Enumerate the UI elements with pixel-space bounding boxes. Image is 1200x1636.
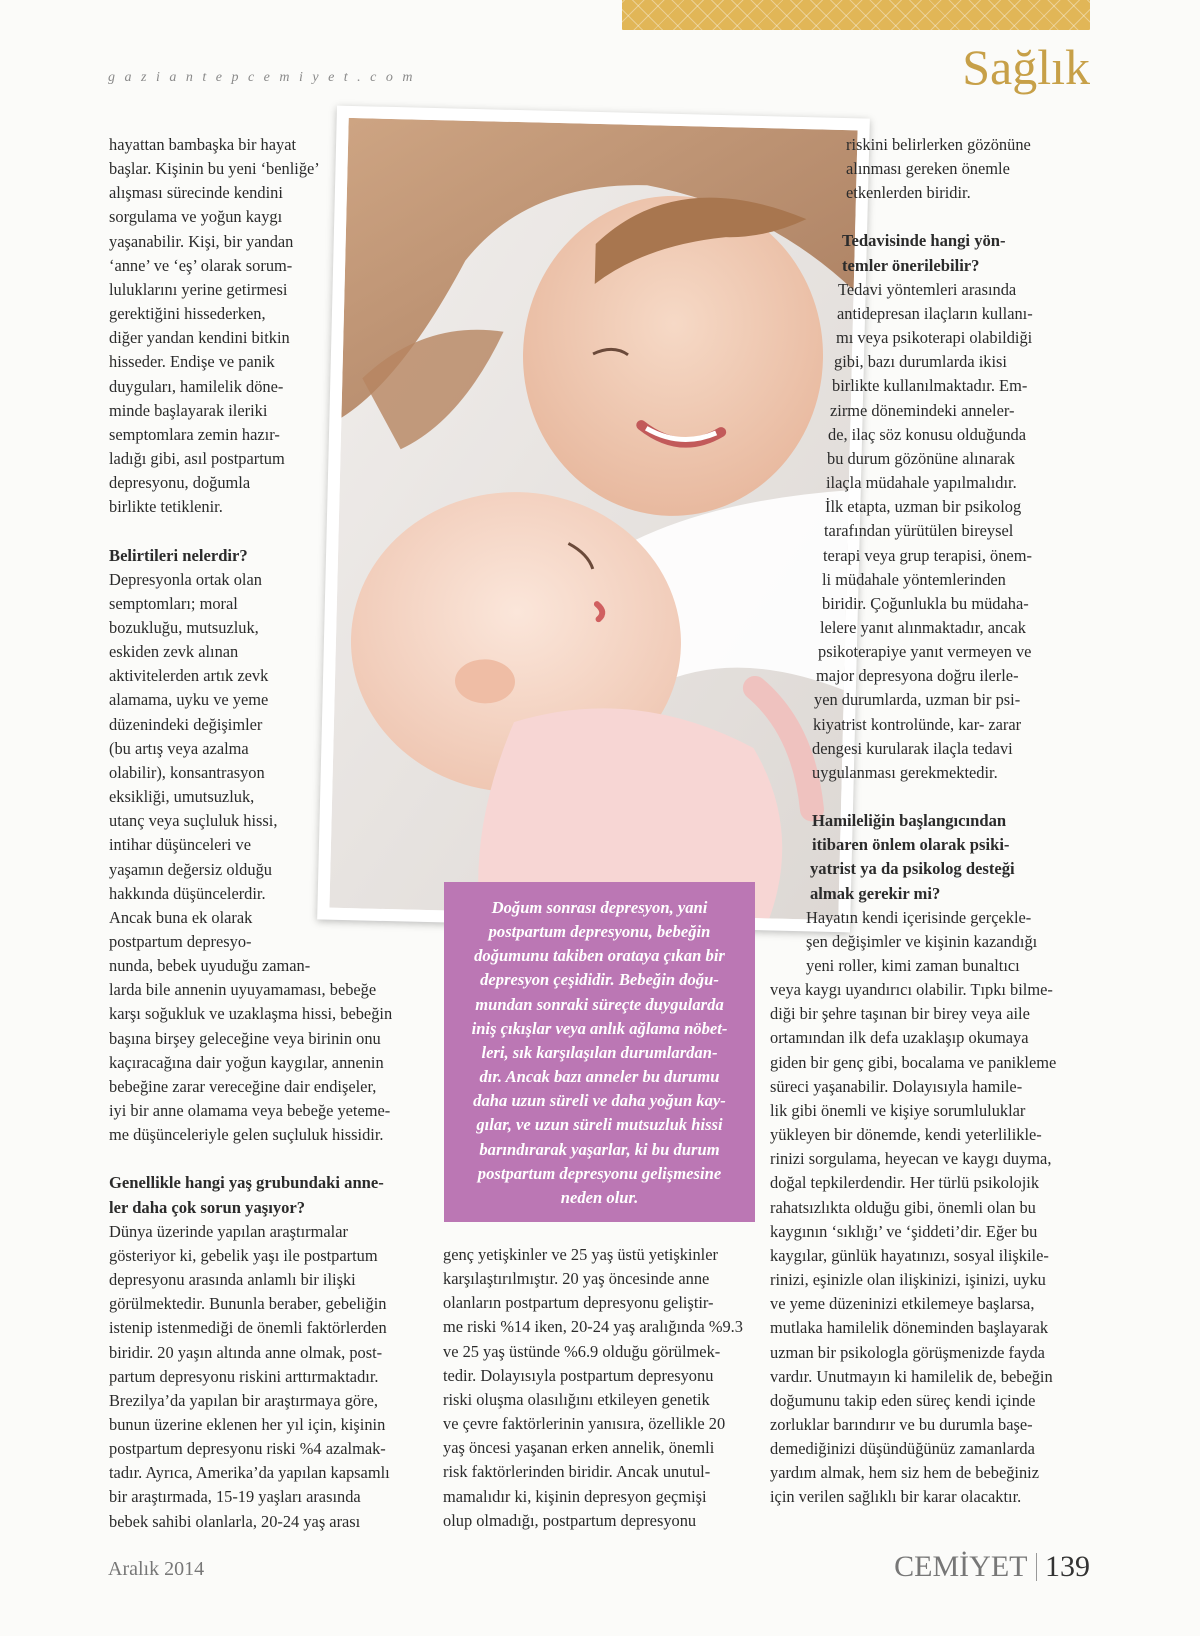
text-line: intihar düşünceleri ve (109, 835, 252, 855)
text-line: bir araştırmada, 15-19 yaşları arasında (109, 1487, 361, 1507)
text-line: olabilir), konsantrasyon (109, 762, 265, 782)
text-line: olup olmadığı, postpartum depresyonu (443, 1510, 697, 1530)
text-line: şen değişimler ve kişinin kazandığı (806, 931, 1038, 951)
heading-support (770, 809, 1092, 906)
text-line: doğumunu takiben orataya çıkan bir (474, 946, 725, 966)
text-line: depresyon çeşididir. Bebeğin doğu- (480, 970, 719, 990)
text-line: major depresyona doğru ilerle- (816, 666, 1019, 686)
text-line: doğal tepkilerdendir. Her türlü psikolojik (770, 1173, 1040, 1193)
text-line: biridir. Çoğunlukla bu müdaha- (822, 593, 1029, 613)
text-line: başına birşey geleceğine veya birinin onu (109, 1028, 381, 1048)
text-line: Tedavi yöntemleri arasında (838, 279, 1017, 299)
text-line: yaşanabilir. Kişi, bir yandan (109, 231, 294, 251)
text-line: birlikte kullanılmaktadır. Em- (832, 376, 1028, 396)
text-line: etkenlerden biridir. (846, 183, 971, 203)
text-line: İlk etapta, uzman bir psikolog (825, 497, 1022, 517)
text-line: karşı soğukluk ve uzaklaşma hissi, bebeğin (109, 1004, 393, 1024)
text-line: Doğum sonrası depresyon, yani (491, 898, 708, 917)
page-number: 139 (1045, 1550, 1090, 1583)
text-line: Hayatın kendi içerisinde gerçekle- (806, 907, 1032, 927)
text-line: postpartum depresyonu, bebeğin (488, 922, 711, 942)
text-line: gösteriyor ki, gebelik yaşı ile postpartum (109, 1245, 378, 1265)
text-line: ‘anne’ ve ‘eş’ olarak sorum- (109, 255, 293, 275)
text-line: risk faktörlerinden biridir. Ancak unutul- (443, 1462, 711, 1482)
text-line: yaşamın değersiz olduğu (109, 859, 272, 879)
text-line: yardım almak, hem siz hem de bebeğiniz (770, 1463, 1039, 1483)
section-title: Sağlık (962, 39, 1090, 95)
heading-symptoms: Belirtileri nelerdir? (109, 545, 248, 565)
text-line: bunun üzerine eklenen her yıl için, kişinin (109, 1414, 386, 1434)
text-line: rinizi sorgulama, heyecan ve kaygı duyma, (770, 1149, 1052, 1169)
text-line: vardır. Unutmayın ki hamilelik de, bebeğin (770, 1366, 1053, 1386)
text-line: me düşünceleriyle gelen suçluluk hissidir. (109, 1125, 384, 1145)
text-line: ler daha çok sorun yaşıyor? (109, 1197, 306, 1217)
website-url: gaziantepcemiyet.com (108, 70, 423, 85)
text-line: eskiden zevk alınan (109, 642, 239, 662)
footer-divider (1036, 1553, 1038, 1581)
text-line: larda bile annenin uyuyamaması, bebeğe (109, 980, 377, 1000)
text-line: rahatsızlıkta olduğu gibi, önemli olan bu (770, 1197, 1036, 1217)
text-line: kaçıracağına dair yoğun kaygılar, annenin (109, 1052, 384, 1072)
text-line: postpartum depresyonu gelişmesine (477, 1163, 722, 1183)
text-line: zorluklar barındırır ve bu durumla başe- (770, 1414, 1033, 1434)
text-line: yükleyen bir dönemde, kendi yeterlilikle- (770, 1125, 1042, 1145)
text-line: karşılaştırılmıştır. 20 yaş öncesinde anne (443, 1269, 710, 1289)
text-line: diğer yandan kendini bitkin (109, 328, 290, 348)
text-line: görülmektedir. Bununla beraber, gebeliğin (109, 1294, 387, 1314)
text-line: rinizi, eşinizle olan ilişkinizi, işinizi, uyku (770, 1270, 1046, 1290)
text-line: ve 25 yaş üstünde %6.9 olduğu görülmek- (443, 1341, 721, 1361)
magazine-name: CEMİYET (894, 1550, 1028, 1583)
text-line: doğumunu takip eden süreç kendi içinde (770, 1390, 1036, 1410)
heading-age-group (109, 1171, 419, 1219)
text-line: tarafından yürütülen bireysel (824, 521, 1014, 541)
decorative-banner (622, 0, 1090, 30)
text-line: postpartum depresyonu riski %4 azalmak- (109, 1439, 386, 1459)
text-line: ve yeme düzeninizi etkilemeye başlarsa, (770, 1294, 1035, 1314)
support-paragraph (770, 906, 1092, 1510)
text-line: psikoterapiye yanıt vermeyen ve (818, 642, 1032, 662)
text-line: luluklarını yerine getirmesi (109, 279, 288, 299)
text-line: barındırarak yaşarlar, ki bu durum (479, 1139, 720, 1159)
age-paragraph (109, 1220, 419, 1534)
text-line: temler önerilebilir? (842, 255, 980, 275)
page-footer (894, 1550, 1090, 1584)
text-line: sorgulama ve yoğun kaygı (109, 207, 283, 227)
text-line: Ancak buna ek olarak (109, 907, 253, 927)
text-line: semptomlara zemin hazır- (109, 424, 280, 444)
column-3 (770, 133, 1092, 1510)
text-line: Tedavisinde hangi yön- (842, 231, 1006, 251)
text-line: kiyatrist kontrolünde, kar- zarar (813, 714, 1022, 734)
text-line: alışması sürecinde kendini (109, 183, 283, 203)
pull-quote (444, 882, 755, 1222)
text-line: demediğinizi düşündüğünüz zamanlarda (770, 1439, 1035, 1459)
treatment-paragraph (770, 278, 1092, 785)
text-line: aktivitelerden artık zevk (109, 666, 269, 686)
text-line: diği bir şehre taşınan bir birey veya aile (770, 1004, 1030, 1024)
text-line: için verilen sağlıklı bir karar olacaktır. (770, 1487, 1022, 1507)
text-line: gılar, ve uzun süreli mutsuzluk hissi (476, 1115, 723, 1135)
text-line: partum depresyonu riskini arttırmaktadır. (109, 1366, 379, 1386)
text-line: mundan sonraki süreçte duygularda (475, 994, 724, 1014)
text-line: Dünya üzerinde yapılan araştırmalar (109, 1221, 348, 1241)
text-line: dengesi kurularak ilaçla tedavi (812, 738, 1013, 758)
text-line: antidepresan ilaçların kullanı- (837, 303, 1033, 323)
text-line: bu durum gözönüne alınarak (827, 448, 1015, 468)
text-line: leri, sık karşılaşılan durumlardan- (481, 1042, 718, 1062)
text-line: itibaren önlem olarak psiki- (812, 835, 1010, 855)
text-line: zirme dönemindeki anneler- (830, 400, 1015, 420)
text-line: nunda, bebek uyuduğu zaman- (109, 956, 311, 976)
text-line: mamalıdır ki, kişinin depresyon geçmişi (443, 1486, 707, 1506)
text-line: lik gibi önemli ve kişiye sorumluluklar (770, 1100, 1026, 1120)
text-line: uygulanması gerekmektedir. (812, 762, 998, 782)
issue-date: Aralık 2014 (108, 1558, 205, 1580)
text-line: alamama, uyku ve yeme (109, 690, 269, 710)
text-line: başlar. Kişinin bu yeni ‘benliğe’ (109, 159, 320, 179)
text-line: me riski %14 iken, 20-24 yaş aralığında %9.3 (443, 1317, 743, 1337)
text-line: yatrist ya da psikolog desteği (810, 859, 1015, 879)
text-line: Brezilya’da yapılan bir araştırmaya göre, (109, 1390, 378, 1410)
text-line: gerektiğini hissederken, (109, 304, 266, 324)
text-line: ladığı gibi, asıl postpartum (109, 449, 285, 469)
text-line: ve çevre faktörlerinin yanısıra, özellikle 20 (443, 1414, 726, 1434)
text-line: süreci yaşanabilir. Dolayısıyla hamile- (770, 1076, 1023, 1096)
text-line: almak gerekir mi? (810, 883, 941, 903)
text-line: mutlaka hamilelik döneminden başlayarak (770, 1318, 1049, 1338)
text-line: yeni roller, kimi zaman bunaltıcı (806, 956, 1020, 975)
text-line: biridir. 20 yaşın altında anne olmak, post- (109, 1342, 383, 1362)
text-line: kaygının ‘sıklığı’ ve ‘şiddeti’dir. Eğer bu (770, 1221, 1038, 1241)
heading-treatment (770, 229, 1092, 277)
text-line: bebeğine zarar vereceğine dair endişeler, (109, 1076, 377, 1096)
text-line: semptomları; moral (109, 593, 238, 613)
text-line: riskini belirlerken gözönüne (846, 135, 1031, 154)
text-line: düzenindeki değişimler (109, 714, 263, 734)
text-line: depresyonu, doğumla (109, 473, 251, 493)
text-line: tadır. Ayrıca, Amerika’da yapılan kapsamlı (109, 1463, 390, 1483)
text-line: daha uzun süreli ve daha yoğun kay- (473, 1091, 726, 1111)
text-line: bebek sahibi olanlarla, 20-24 yaş arası (109, 1511, 361, 1531)
text-line: eksikliği, umutsuzluk, (109, 787, 255, 807)
text-line: terapi veya grup terapisi, önem- (823, 545, 1032, 565)
text-line: hakkında düşüncelerdir. (109, 883, 266, 903)
text-line: bozukluğu, mutsuzluk, (109, 617, 259, 637)
text-line: alınması gereken önemle (846, 159, 1010, 179)
text-line: minde başlayarak ileriki (109, 400, 268, 420)
text-line: de, ilaç söz konusu olduğunda (828, 424, 1027, 444)
text-line: hayattan bambaşka bir hayat (109, 135, 297, 154)
text-line: istenip istenmediği de önemli faktörlerden (109, 1318, 387, 1338)
text-line: kaygılar, günlük hayatınızı, sosyal ilişkile- (770, 1245, 1049, 1265)
text-line: birlikte tetiklenir. (109, 497, 223, 517)
text-line: olanların postpartum depresyonu geliştir- (443, 1293, 714, 1313)
text-line: gibi, bazı durumlarda ikisi (834, 352, 1007, 372)
text-line: genç yetişkinler ve 25 yaş üstü yetişkinler (443, 1245, 718, 1264)
text-line: lelere yanıt alınmaktadır, ancak (820, 617, 1026, 637)
text-line: duyguları, hamilelik döne- (109, 376, 284, 396)
text-line: utanç veya suçluluk hissi, (109, 811, 278, 831)
text-line: ilaçla müdahale yapılmalıdır. (826, 473, 1017, 493)
text-line: postpartum depresyo- (109, 932, 252, 951)
text-line: depresyonu arasında anlamlı bir ilişki (109, 1270, 356, 1290)
text-line: mı veya psikoterapi olabildiği (836, 328, 1033, 348)
age-paragraph-continued (443, 1243, 753, 1533)
text-line: Hamileliğin başlangıcından (812, 811, 1007, 831)
text-line: riski oluşma olasılığını etkileyen genetik (443, 1389, 710, 1409)
text-line: giden bir genç gibi, bocalama ve panikleme (770, 1052, 1057, 1072)
text-line: yaş öncesi yaşanan erken annelik, önemli (443, 1438, 715, 1458)
text-line: iniş çıkışlar veya anlık ağlama nöbet- (471, 1018, 728, 1038)
text-line: (bu artış veya azalma (109, 738, 249, 758)
text-line: yen durumlarda, uzman bir psi- (814, 690, 1021, 710)
text-line: li müdahale yöntemlerinden (822, 569, 1006, 589)
text-line: iyi bir anne olamama veya bebeğe yeteme- (109, 1101, 391, 1121)
column-2 (443, 1243, 753, 1533)
text-line: veya kaygı uyandırıcı olabilir. Tıpkı bilme- (770, 980, 1053, 1000)
text-line: tedir. Dolayısıyla postpartum depresyonu (443, 1365, 714, 1385)
text-line: uzman bir psikologla görüşmenizde fayda (770, 1342, 1045, 1362)
text-line: ortamından ilk defa uzaklaşıp okumaya (770, 1028, 1029, 1048)
text-line: Depresyonla ortak olan (109, 569, 262, 589)
text-line: neden olur. (560, 1187, 639, 1207)
intro-paragraph-col3 (770, 133, 1092, 205)
text-line: dır. Ancak bazı anneler bu durumu (479, 1067, 720, 1087)
text-line: hisseder. Endişe ve panik (109, 352, 275, 372)
text-line: Genellikle hangi yaş grubundaki anne- (109, 1173, 384, 1193)
